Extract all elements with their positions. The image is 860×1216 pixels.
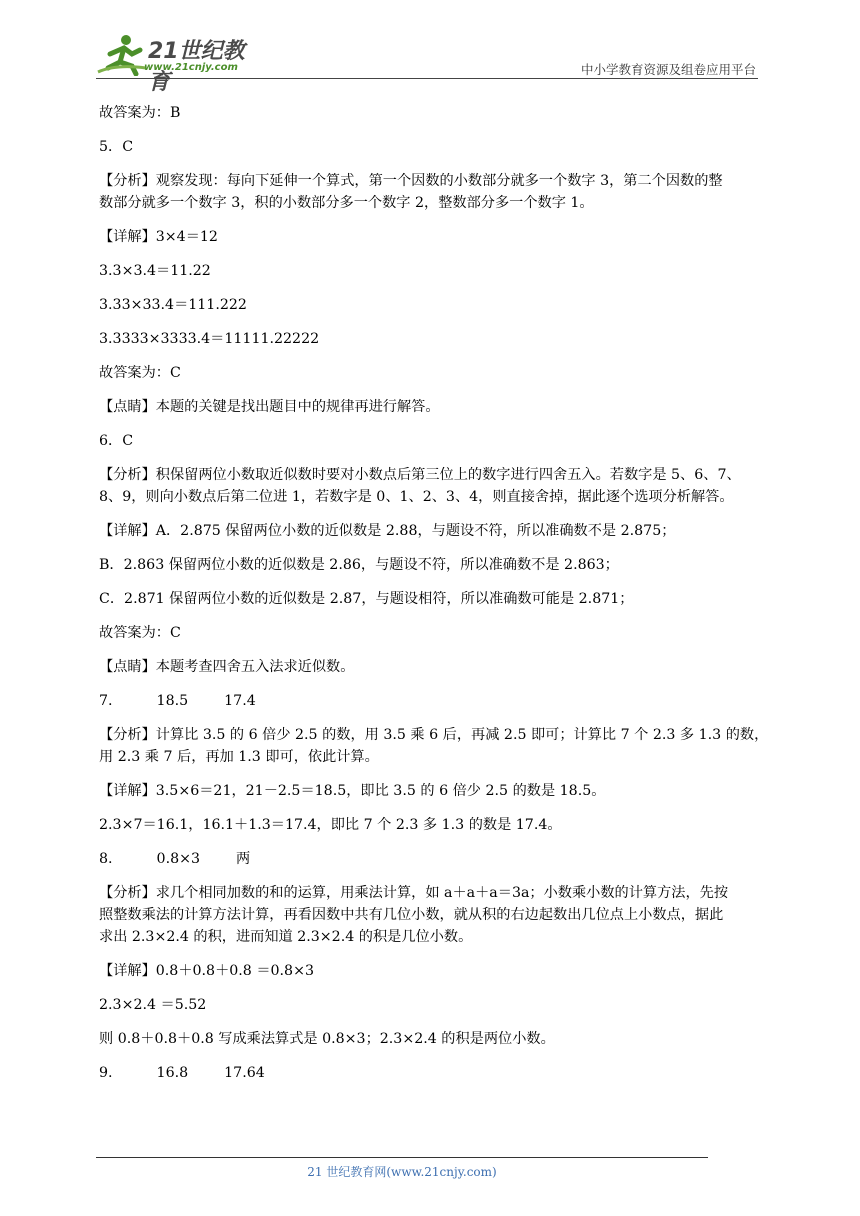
detail-text: 3.3×3.4＝11.22	[99, 263, 211, 279]
question-number: 8.	[99, 851, 113, 867]
detail-text: 3.33×33.4＝111.222	[99, 297, 247, 313]
analysis-text: 数部分就多一个数字 3，积的小数部分多一个数字 2，整数部分多一个数字 1。	[99, 195, 594, 211]
analysis-text: 【分析】积保留两位小数取近似数时要对小数点后第三位上的数字进行四舍五入。若数字是 5、6、7、	[99, 467, 741, 483]
detail-text: 2.3×7＝16.1，16.1＋1.3＝17.4，即比 7 个 2.3 多 1.3 的数是 17.4。	[99, 817, 562, 833]
note-text: 【点睛】本题的关键是找出题目中的规律再进行解答。	[99, 399, 440, 415]
answer-value: 两	[236, 851, 251, 867]
question-number: 5．C	[99, 139, 134, 155]
logo-url: www.21cnjy.com	[144, 62, 238, 73]
answer-value: 18.5	[156, 693, 189, 709]
detail-text: 【详解】3×4＝12	[99, 229, 218, 245]
detail-text: 则 0.8＋0.8＋0.8 写成乘法算式是 0.8×3；2.3×2.4 的积是两位小数。	[99, 1031, 555, 1047]
document-body	[99, 102, 769, 1096]
note-text: 【点睛】本题考查四舍五入法求近似数。	[99, 659, 355, 675]
question-answers	[99, 848, 764, 870]
detail-text: 【详解】0.8＋0.8＋0.8 ＝0.8×3	[99, 963, 314, 979]
detail-text: C．2.871 保留两位小数的近似数是 2.87，与题设相符，所以准确数可能是 2.871；	[99, 591, 634, 607]
analysis-text: 【分析】观察发现：每向下延伸一个算式，第一个因数的小数部分就多一个数字 3，第二个因数的整	[99, 173, 723, 189]
answer-line: 故答案为：B	[99, 105, 181, 121]
platform-name: 中小学教育资源及组卷应用平台	[580, 62, 756, 77]
running-figure-icon	[96, 32, 148, 76]
answer-line: 故答案为：C	[99, 625, 181, 641]
detail-text: 【详解】3.5×6＝21，21－2.5＝18.5，即比 3.5 的 6 倍少 2.5 的数是 18.5。	[99, 783, 606, 799]
question-number: 9.	[99, 1065, 113, 1081]
answer-value: 17.4	[224, 693, 256, 709]
analysis-text: 照整数乘法的计算方法计算，再看因数中共有几位小数，就从积的右边起数出几位点上小数点，据此	[99, 907, 724, 923]
answer-line: 故答案为：C	[99, 365, 181, 381]
question-number: 7.	[99, 693, 113, 709]
detail-text: 【详解】A．2.875 保留两位小数的近似数是 2.88，与题设不符，所以准确数不是 2.875；	[99, 523, 676, 539]
answer-value: 17.64	[224, 1065, 265, 1081]
analysis-text: 【分析】求几个相同加数的和的运算，用乘法计算，如 a＋a＋a＝3a；小数乘小数的计算方法，先按	[99, 885, 729, 901]
footer-link[interactable]: 21 世纪教育网(www.21cnjy.com)	[307, 1165, 497, 1179]
question-answers	[99, 1062, 764, 1084]
analysis-text: 求出 2.3×2.4 的积，进而知道 2.3×2.4 的积是几位小数。	[99, 929, 473, 945]
header-divider	[96, 78, 758, 79]
analysis-text: 【分析】计算比 3.5 的 6 倍少 2.5 的数，用 3.5 乘 6 后，再减 2.5 即可；计算比 7 个 2.3 多 1.3 的数，	[99, 727, 769, 743]
detail-text: 3.3333×3333.4＝11111.22222	[99, 331, 320, 347]
analysis-text: 8、9，则向小数点后第二位进 1，若数字是 0、1、2、3、4，则直接舍掉，据此逐个选项分析解答。	[99, 489, 734, 505]
footer-divider	[96, 1157, 708, 1158]
detail-text: B．2.863 保留两位小数的近似数是 2.86，与题设不符，所以准确数不是 2.863；	[99, 557, 619, 573]
question-answers	[99, 690, 764, 712]
answer-value: 0.8×3	[156, 851, 201, 867]
answer-value: 16.8	[156, 1065, 189, 1081]
logo-text: 21世纪教育	[148, 39, 245, 95]
detail-text: 2.3×2.4 ＝5.52	[99, 997, 207, 1013]
site-logo[interactable]	[96, 32, 266, 95]
question-number: 6．C	[99, 433, 134, 449]
page-header	[96, 32, 758, 95]
analysis-text: 用 2.3 乘 7 后，再加 1.3 即可，依此计算。	[99, 749, 379, 765]
